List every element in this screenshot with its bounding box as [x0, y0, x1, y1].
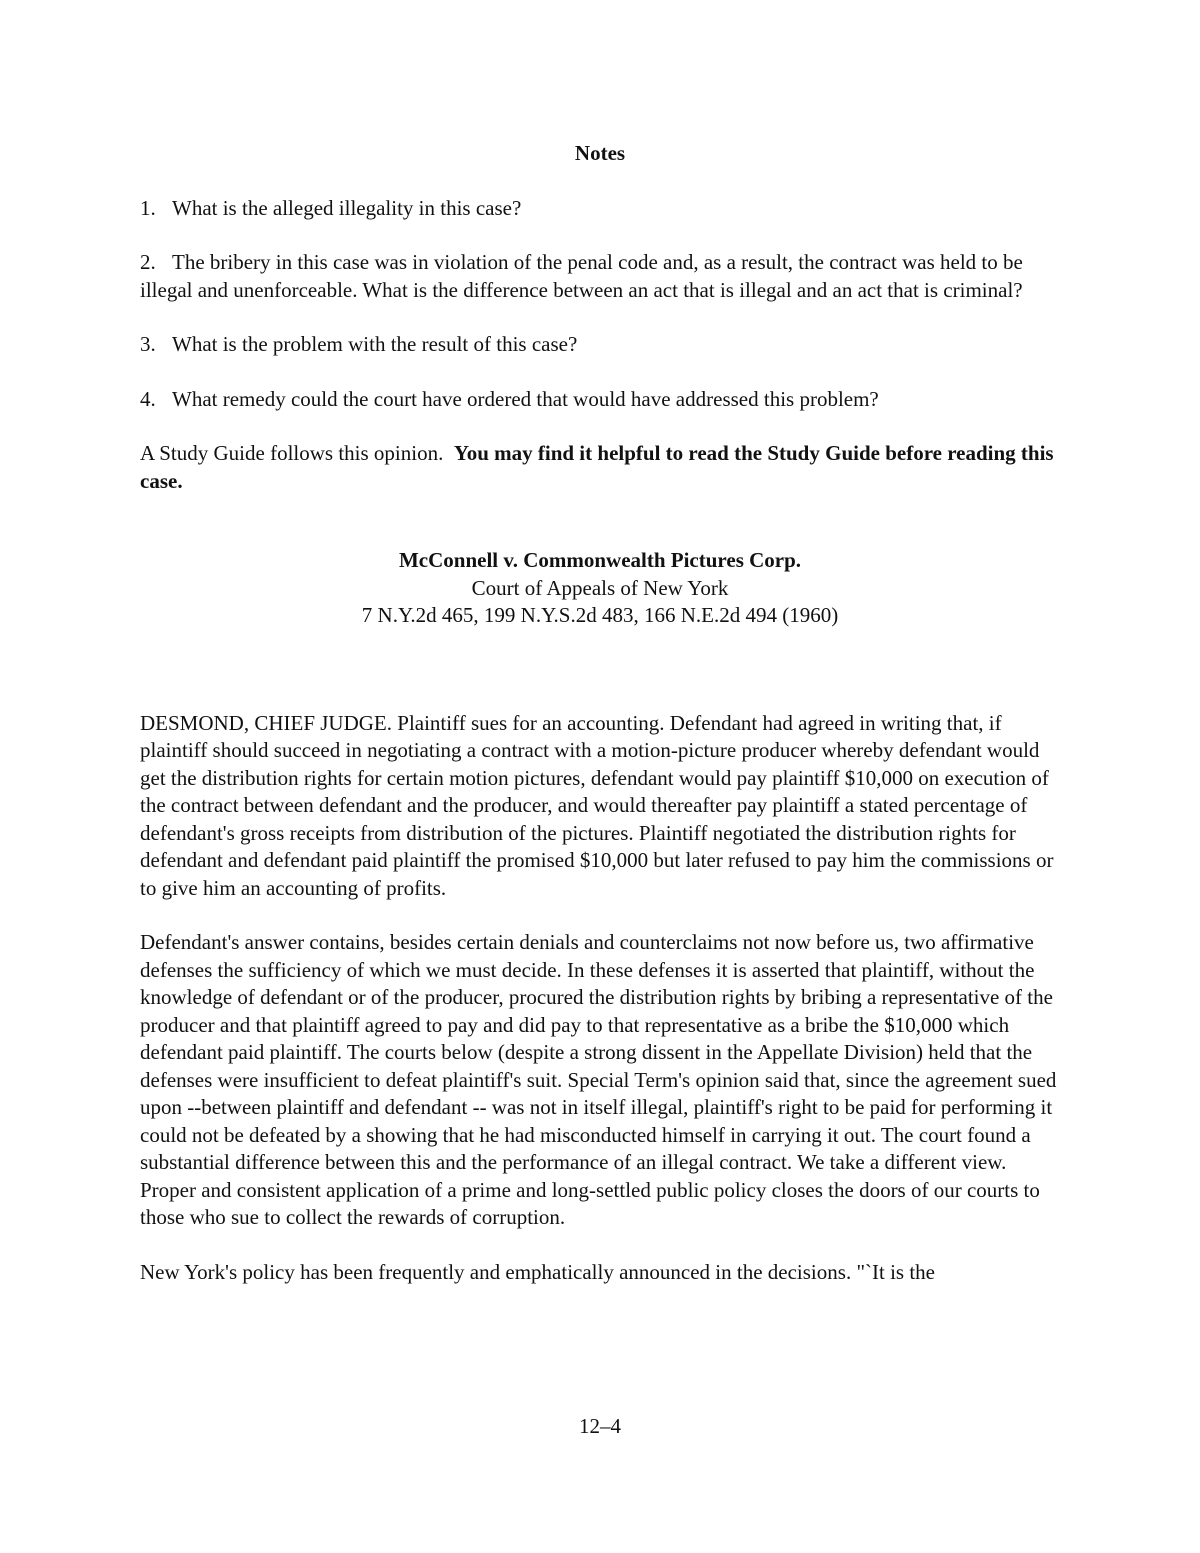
note-item: [140, 386, 1060, 414]
study-guide-note: [140, 440, 1060, 495]
note-item: [140, 195, 1060, 223]
case-citation: 7 N.Y.2d 465, 199 N.Y.S.2d 483, 166 N.E.2d 494 (1960): [361, 603, 839, 627]
case-title: McConnell v. Commonwealth Pictures Corp.: [398, 548, 802, 572]
case-court: Court of Appeals of New York: [471, 575, 729, 600]
note-text: The bribery in this case was in violation of the penal code and, as a result, the contract was held to be illegal and unenforceable. What is the difference between an act that is illegal and an act that is criminal?: [140, 250, 1023, 302]
notes-heading: Notes: [574, 141, 626, 165]
note-number: 4.: [140, 386, 156, 411]
note-number: 3.: [140, 332, 156, 356]
note-number: 2.: [140, 250, 156, 274]
note-item: [140, 331, 1060, 359]
note-text: What is the problem with the result of this case?: [172, 332, 578, 356]
note-number: 1.: [140, 195, 156, 220]
note-text: What remedy could the court have ordered that would have addressed this problem?: [172, 386, 879, 411]
study-guide-plain: A Study Guide follows this opinion.: [140, 441, 444, 465]
note-text: What is the alleged illegality in this case?: [172, 195, 522, 220]
study-guide-bold: You may find it helpful to read the Study Guide before reading this case.: [140, 441, 1054, 493]
opinion-paragraph: Defendant's answer contains, besides certain denials and counterclaims not now before us, two affirmative defenses the sufficiency of which we must decide. In these defenses it is asserted that plaintiff, without the knowledge of defendant or of the producer, procured the distribution rights by bribing a representative of the producer and that plaintiff agreed to pay and did pay to that representative as a bribe the $10,000 which defendant paid plaintiff. The courts below (despite a strong dissent in the Appellate Division) held that the defenses were insufficient to defeat plaintiff's suit. Special Term's opinion said that, since the agreement sued upon --between plaintiff and defendant -- was not in itself illegal, plaintiff's right to be paid for performing it could not be defeated by a showing that he had misconducted himself in carrying it out. The court found a substantial difference between this and the performance of an illegal contract. We take a different view. Proper and consistent application of a prime and long-settled public policy closes the doors of our courts to those who sue to collect the rewards of corruption.: [140, 930, 1057, 1229]
document-page: [140, 140, 1060, 1313]
page-number: 12–4: [579, 1414, 621, 1438]
opinion-paragraph: New York's policy has been frequently and emphatically announced in the decisions. "`It is the: [140, 1259, 935, 1284]
note-item: [140, 249, 1060, 304]
case-caption: [140, 547, 1060, 630]
opinion-paragraph: DESMOND, CHIEF JUDGE. Plaintiff sues for an accounting. Defendant had agreed in writing that, if plaintiff should succeed in negotiating a contract with a motion-picture producer whereby defendant would get the distribution rights for certain motion pictures, defendant would pay plaintiff $10,000 on execution of the contract between defendant and the producer, and would thereafter pay plaintiff a stated percentage of defendant's gross receipts from distribution of the pictures. Plaintiff negotiated the distribution rights for defendant and defendant paid plaintiff the promised $10,000 but later refused to pay him the commissions or to give him an accounting of profits.: [140, 710, 1054, 900]
